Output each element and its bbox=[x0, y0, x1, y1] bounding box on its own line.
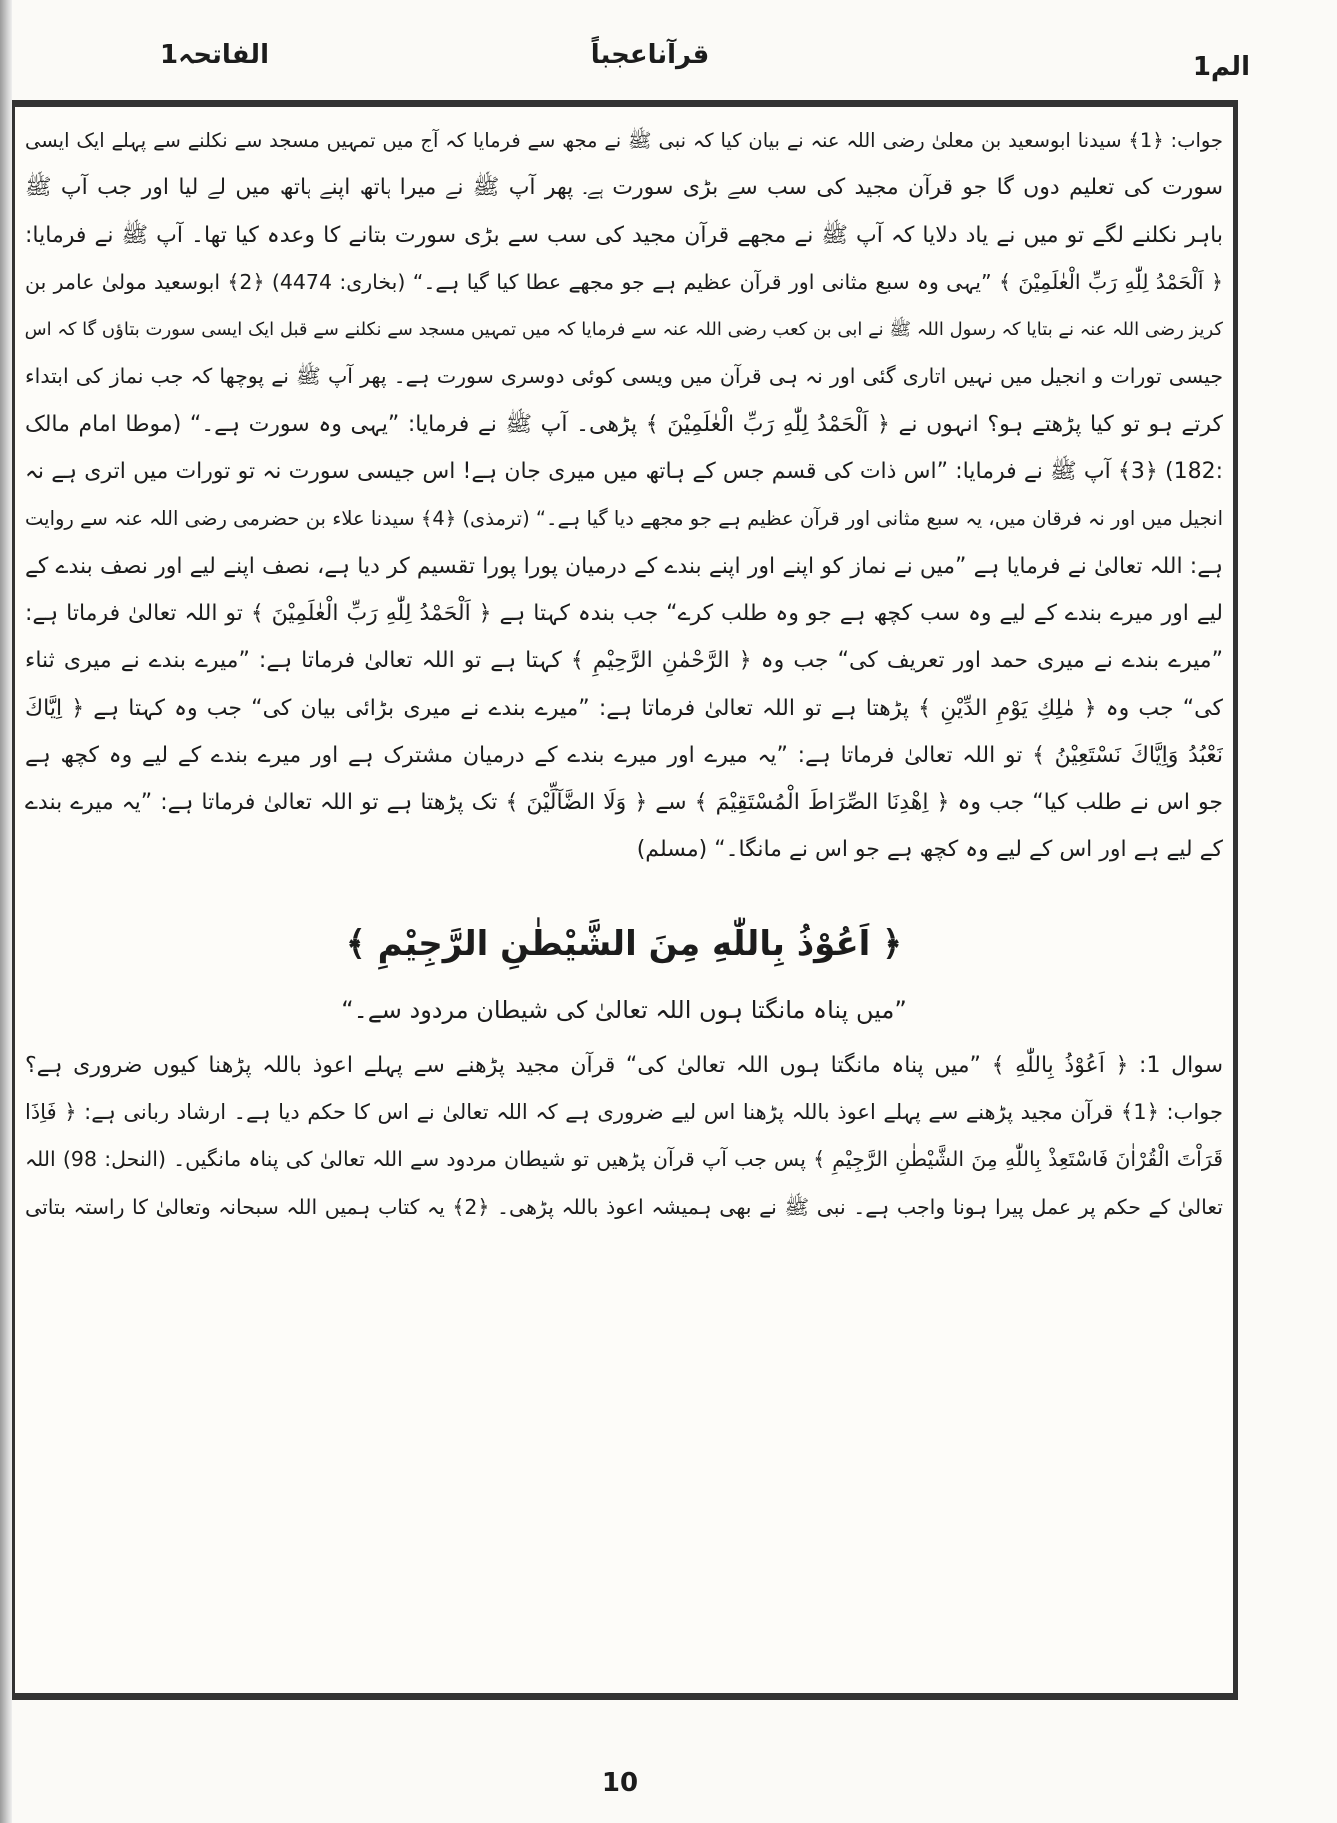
text-line: نَعْبُدُ وَاِيَّاكَ نَسْتَعِيْنُ ﴾ تو اللہ تعالیٰ فرماتا ہے: ”یہ میرے اور میرے بندے کے درمیان مشترک ہے اور میرے بندے کے لیے وہ کچھ ہے bbox=[25, 742, 1223, 768]
text-line: ﴿ اَلْحَمْدُ لِلّٰهِ رَبِّ الْعٰلَمِيْنَ ﴾ ”یہی وہ سبع مثانی اور قرآن عظیم ہے جو مجھے عطا کیا گیا ہے۔“ (بخاری: 4474) ﴿2﴾ ابوسعید مولیٰ عامر بن bbox=[25, 269, 1223, 294]
answer-line: جواب: ﴿1﴾ قرآن مجید پڑھنے سے پہلے اعوذ باللہ پڑھنا اس لیے ضروری ہے کہ اللہ تعالیٰ نے اس کا حکم دیا ہے۔ ارشاد ربانی ہے: ﴿ فَاِذَا bbox=[25, 1100, 1223, 1125]
text-line: ”میرے بندے نے میری حمد اور تعریف کی“ جب وہ ﴿ الرَّحْمٰنِ الرَّحِيْمِ ﴾ کہتا ہے تو اللہ تعالیٰ فرماتا ہے: ”میرے بندے نے میری ثناء bbox=[25, 648, 1223, 674]
running-head-book-title: قرآناعجباً bbox=[590, 40, 710, 70]
page-text-frame bbox=[12, 100, 1238, 1700]
running-head-surah: الفاتحہ1 bbox=[160, 40, 269, 70]
text-line: باہر نکلنے لگے تو میں نے یاد دلایا کہ آپ ﷺ نے مجھے قرآن مجید کی سب سے بڑی سورت بتانے کا وعدہ کیا تھا۔ آپ ﷺ نے فرمایا: bbox=[25, 222, 1223, 248]
text-line: جو اس نے طلب کیا“ جب وہ ﴿ اِهْدِنَا الصِّرَاطَ الْمُسْتَقِيْمَ ﴾ سے ﴿ وَلَا الضَّآلِّيْنَ ﴾ تک پڑھتا ہے تو اللہ تعالیٰ فرماتا ہے: ”یہ میرے بندے bbox=[25, 790, 1223, 816]
section-heading-translation: ”میں پناہ مانگتا ہوں اللہ تعالیٰ کی شیطان مردود سے۔“ bbox=[341, 995, 907, 1024]
answer-line: تعالیٰ کے حکم پر عمل پیرا ہونا واجب ہے۔ نبی ﷺ نے بھی ہمیشہ اعوذ باللہ پڑھی۔ ﴿2﴾ یہ کتاب ہمیں اللہ سبحانہ وتعالیٰ کا راستہ بتاتی bbox=[25, 1194, 1223, 1219]
question-line: سوال 1: ﴿ اَعُوْذُ بِاللّٰهِ ﴾ ”میں پناہ مانگتا ہوں اللہ تعالیٰ کی“ قرآن مجید پڑھنے سے پہلے اعوذ باللہ پڑھنا کیوں ضروری ہے؟ bbox=[25, 1052, 1223, 1078]
answer-line: قَرَاْتَ الْقُرْاٰنَ فَاسْتَعِذْ بِاللّٰهِ مِنَ الشَّيْطٰنِ الرَّجِيْمِ ﴾ پس جب آپ قرآن پڑھیں تو شیطان مردود سے اللہ تعالیٰ کی پناہ مانگیں۔ (النحل: 98) اللہ bbox=[25, 1147, 1223, 1172]
paragraph-hadith-fatiha bbox=[25, 117, 1223, 874]
page-content bbox=[25, 117, 1223, 1231]
text-line: :182) ﴿3﴾ آپ ﷺ نے فرمایا: ”اس ذات کی قسم جس کے ہاتھ میں میری جان ہے! اس جیسی سورت نہ تو تورات میں اتری ہے نہ bbox=[25, 459, 1223, 485]
section-heading-taawwudh: ﴿ اَعُوْذُ بِاللّٰهِ مِنَ الشَّيْطٰنِ الرَّجِيْمِ ﴾ bbox=[345, 923, 903, 964]
text-line: ہے: اللہ تعالیٰ نے فرمایا ہے ”میں نے نماز کو اپنے اور اپنے بندے کے درمیان پورا پورا تقسیم کر دیا ہے، نصف اپنے لیے اور نصف بندے کے bbox=[25, 553, 1223, 579]
book-spine-shadow bbox=[0, 0, 12, 1823]
text-line: جواب: ﴿1﴾ سیدنا ابوسعید بن معلیٰ رضی اللہ عنہ نے بیان کیا کہ نبی ﷺ نے مجھ سے فرمایا کہ آج میں تمہیں مسجد سے نکلنے سے پہلے ایک ایسی bbox=[25, 129, 1223, 152]
text-line: کریز رضی اللہ عنہ نے بتایا کہ رسول اللہ ﷺ نے ابی بن کعب رضی اللہ عنہ سے فرمایا کہ میں تمہیں مسجد سے نکلنے سے قبل ایک ایسی سورت بتاؤں گا کہ اس bbox=[25, 319, 1223, 341]
text-line: کے لیے ہے اور اس کے لیے وہ کچھ ہے جو اس نے مانگا۔“ (مسلم) bbox=[636, 837, 1223, 863]
text-line: انجیل میں اور نہ فرقان میں، یہ سبع مثانی اور قرآن عظیم ہے جو مجھے دیا گیا ہے۔“ (ترمذی) ﴿4﴾ سیدنا علاء بن حضرمی رضی اللہ عنہ سے روایت bbox=[25, 507, 1223, 531]
running-head-para: الم1 bbox=[1192, 52, 1250, 82]
paragraph-question-1 bbox=[25, 1042, 1223, 1231]
text-line: کرتے ہو تو کیا پڑھتے ہو؟ انہوں نے ﴿ اَلْحَمْدُ لِلّٰهِ رَبِّ الْعٰلَمِيْنَ ﴾ پڑھی۔ آپ ﷺ نے فرمایا: ”یہی وہ سورت ہے۔“ (موطا امام مالک bbox=[25, 411, 1223, 437]
text-line: لیے اور میرے بندے کے لیے وہ سب کچھ ہے جو وہ طلب کرے“ جب بندہ کہتا ہے ﴿ اَلْحَمْدُ لِلّٰهِ رَبِّ الْعٰلَمِيْنَ ﴾ تو اللہ تعالیٰ فرماتا ہے: bbox=[25, 600, 1223, 626]
text-line: جیسی تورات و انجیل میں نہیں اتاری گئی اور نہ ہی قرآن میں ویسی کوئی دوسری سورت ہے۔ پھر آپ ﷺ نے پوچھا کہ جب نماز کی ابتداء bbox=[25, 364, 1223, 389]
running-head bbox=[30, 40, 1270, 100]
text-line: سورت کی تعلیم دوں گا جو قرآن مجید کی سب سے بڑی سورت ہے۔ پھر آپ ﷺ نے میرا ہاتھ اپنے ہاتھ میں لے لیا اور جب آپ ﷺ bbox=[25, 175, 1223, 201]
page-number: 10 bbox=[601, 1768, 639, 1798]
text-line: کی“ جب وہ ﴿ مٰلِكِ يَوْمِ الدِّيْنِ ﴾ پڑھتا ہے تو اللہ تعالیٰ فرماتا ہے: ”میرے بندے نے میری بڑائی بیان کی“ جب وہ کہتا ہے ﴿ اِيَّاكَ bbox=[25, 695, 1223, 721]
